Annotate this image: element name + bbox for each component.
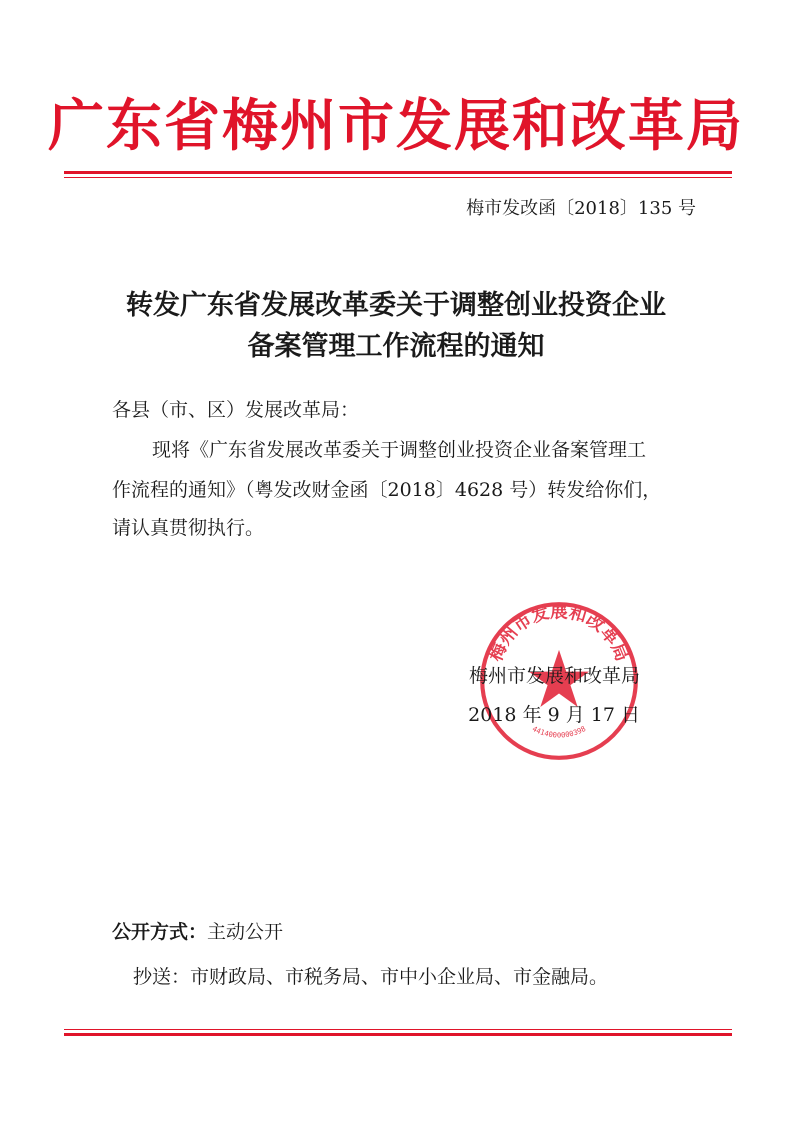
- body-paragraph-line-1: 现将《广东省发展改革委关于调整创业投资企业备案管理工: [152, 439, 647, 461]
- body-paragraph-line-2: 作流程的通知》（粤发改财金函〔2018〕4628 号）转发给你们，: [112, 479, 662, 501]
- document-number: 梅市发改函〔2018〕135 号: [466, 198, 696, 219]
- salutation: 各县（市、区）发展改革局：: [112, 399, 360, 421]
- seal-code: 4414000000398: [530, 724, 588, 740]
- disclosure-line: [112, 917, 283, 947]
- body-paragraph-line-3: 请认真贯彻执行。: [112, 517, 265, 539]
- disclosure-label: 公开方式：: [112, 921, 208, 943]
- document-title-line-2: 备案管理工作流程的通知: [247, 331, 545, 362]
- header-rule-thin: [64, 177, 732, 178]
- signature-organization: 梅州市发展和改革局: [468, 665, 640, 687]
- header-rule-thick: [64, 171, 732, 174]
- signature-date: 2018 年 9 月 17 日: [468, 704, 640, 726]
- disclosure-value: 主动公开: [207, 921, 284, 943]
- cc-list: 抄送：市财政局、市税务局、市中小企业局、市金融局。: [133, 966, 609, 988]
- seal-text: 梅州市发展和改革局: [486, 602, 632, 665]
- org-header: 广东省梅州市发展和改革局: [48, 94, 744, 159]
- footer-rule-thin: [64, 1029, 732, 1030]
- document-title-line-1: 转发广东省发展改革委关于调整创业投资企业: [126, 290, 666, 321]
- footer-rule-thick: [64, 1033, 732, 1036]
